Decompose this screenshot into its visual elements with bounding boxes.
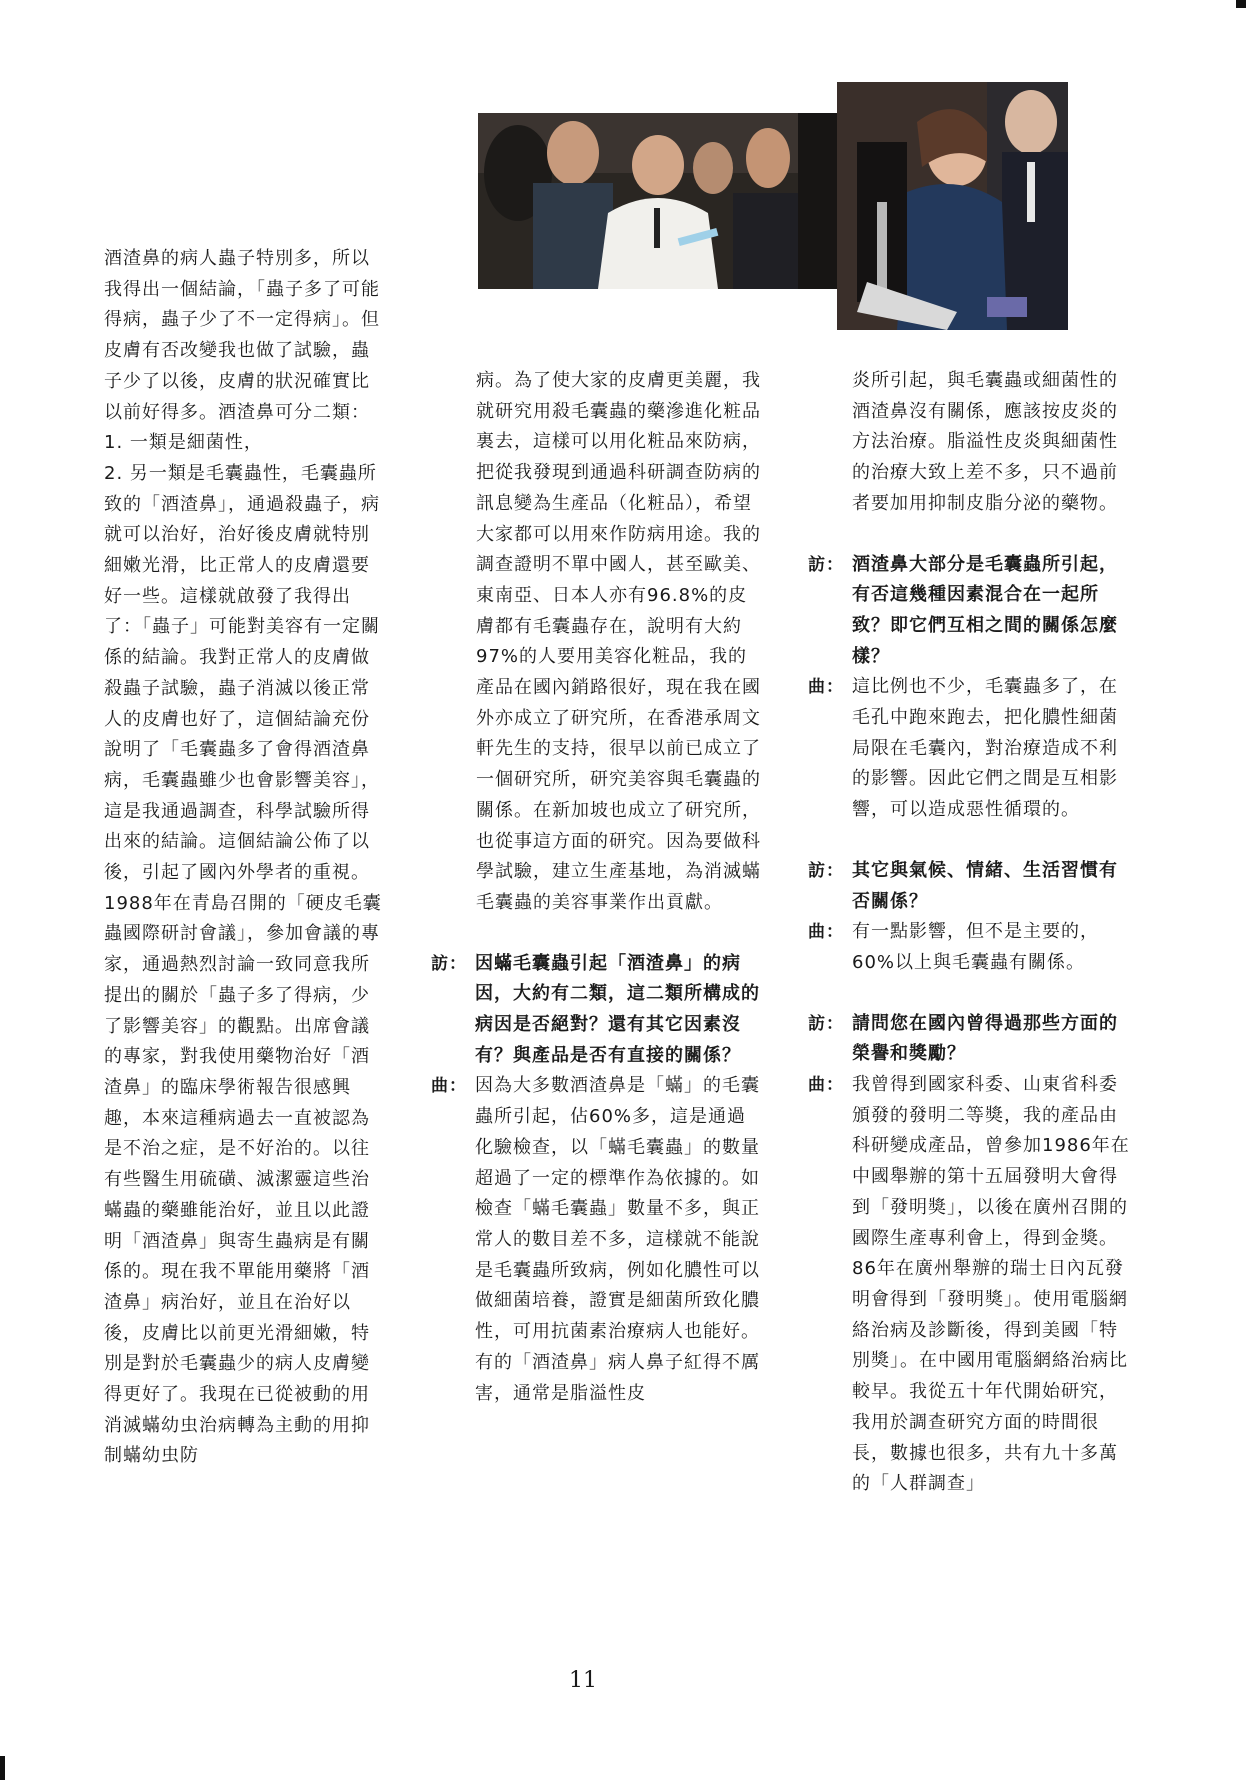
answer-block [808, 1070, 1136, 1500]
scan-edge-mark [1236, 0, 1246, 8]
question-text: 請問您在國內曾得過那些方面的榮譽和獎勵？ [852, 1012, 1118, 1065]
photo-microscope [837, 82, 1068, 330]
page-number: 11 [569, 1668, 597, 1693]
list-item: 1. 一類是細菌性， [104, 432, 263, 454]
answerer-mark: 曲： [808, 922, 844, 943]
answerer-mark: 曲： [808, 1075, 844, 1096]
question-text: 酒渣鼻大部分是毛囊蟲所引起，有否這幾種因素混合在一起所致？即它們互相之間的關係怎麼樣？ [852, 553, 1118, 667]
column-1 [104, 244, 382, 1472]
interviewer-mark: 訪： [808, 860, 844, 881]
interviewer-mark: 訪： [808, 554, 844, 575]
list-item: 2. 另一類是毛囊蟲性，毛囊蟲所致的「酒渣鼻」，通過殺蟲子，病就可以治好，治好後皮膚就特別細嫩光滑，比正常人的皮膚還要好一些。這樣就啟發了我得出了：「蟲子」可能對美容有一定關係的結論。我對正常人的皮膚做殺蟲子試驗，蟲子消滅以後正常人的皮膚也好了，這個結論充份說明了「毛囊蟲多了會得酒渣鼻病，毛囊蟲雖少也會影響美容」，這是我通過調查，科學試驗所得出來的結論。這個結論公佈了以後，引起了國內外學者的重視。1988年在青島召開的「硬皮毛囊蟲國際研討會議」，參加會議的專家，通過熱烈討論一致同意我所提出的關於「蟲子多了得病，少了影響美容」的觀點。出席會議的專家，對我使用藥物治好「酒渣鼻」的臨床學術報告很感興趣，本來這種病過去一直被認為是不治之症，是不好治的。以往有些醫生用硫磺、滅潔靈這些治蟎蟲的藥雖能治好，並且以此證明「酒渣鼻」與寄生蟲病是有關係的。現在我不單能用藥將「酒渣鼻」病治好，並且在治好以後，皮膚比以前更光滑細嫩，特別是對於毛囊蟲少的病人皮膚變得更好了。我現在已從被動的用消滅蟎幼虫治病轉為主動的用抑制蟎幼虫防 [104, 462, 382, 1467]
answer-block [808, 672, 1136, 826]
question-block [808, 856, 1136, 917]
column-2 [431, 366, 761, 1409]
answer-block [808, 917, 1136, 978]
question-block [808, 550, 1136, 673]
interviewer-mark: 訪： [431, 953, 467, 974]
answer-text: 我曾得到國家科委、山東省科委頒發的發明二等獎，我的產品由科研變成產品，曾參加1986年在中國舉辦的第十五屆發明大會得到「發明獎」，以後在廣州召開的國際生產專利會上，得到金獎。86年在廣州舉辦的瑞士日內瓦發明會得到「發明獎」。使用電腦網絡治病及診斷後，得到美國「特別獎」。在中國用電腦網絡治病比較早。我從五十年代開始研究，我用於調查研究方面的時間很長，數據也很多，共有九十多萬的「人群調查」 [852, 1074, 1130, 1495]
column-3 [808, 366, 1136, 1500]
answer-block [431, 1071, 761, 1409]
photo-doctor-with-group [478, 113, 837, 289]
question-block [431, 949, 761, 1072]
question-text: 因蟎毛囊蟲引起「酒渣鼻」的病因，大約有二類，這二類所構成的病因是否絕對？還有其它因素沒有？與產品是否有直接的關係？ [475, 952, 760, 1066]
answerer-mark: 曲： [808, 677, 844, 698]
paragraph: 酒渣鼻的病人蟲子特別多，所以我得出一個結論，「蟲子多了可能得病，蟲子少了不一定得病」。但皮膚有否改變我也做了試驗，蟲子少了以後，皮膚的狀況確實比以前好得多。酒渣鼻可分二類： [104, 248, 380, 423]
interviewer-mark: 訪： [808, 1013, 844, 1034]
answer-text: 有一點影響，但不是主要的，60%以上與毛囊蟲有關係。 [852, 921, 1099, 973]
scan-edge-mark [0, 1756, 5, 1780]
answerer-mark: 曲： [431, 1076, 467, 1097]
answer-text: 因為大多數酒渣鼻是「蟎」的毛囊蟲所引起，佔60%多，這是通過化驗檢查，以「蟎毛囊蟲」的數量超過了一定的標準作為依據的。如檢查「蟎毛囊蟲」數量不多，與正常人的數目差不多，這樣就不能說是毛囊蟲所致病，例如化膿性可以做細菌培養，證實是細菌所致化膿性，可用抗菌素治療病人也能好。有的「酒渣鼻」病人鼻子紅得不厲害，通常是脂溢性皮 [475, 1075, 760, 1404]
answer-text: 這比例也不少，毛囊蟲多了，在毛孔中跑來跑去，把化膿性細菌局限在毛囊內，對治療造成不利的影響。因此它們之間是互相影響，可以造成惡性循環的。 [852, 676, 1118, 821]
question-block [808, 1009, 1136, 1070]
paragraph: 炎所引起，與毛囊蟲或細菌性的酒渣鼻沒有關係，應該按皮炎的方法治療。脂溢性皮炎與細菌性的治療大致上差不多，只不過前者要加用抑制皮脂分泌的藥物。 [852, 370, 1118, 514]
paragraph: 病。為了使大家的皮膚更美麗，我就研究用殺毛囊蟲的藥滲進化粧品裏去，這樣可以用化粧品來防病，把從我發現到通過科研調查防病的訊息變為生產品（化粧品），希望大家都可以用來作防病用途。我的調查證明不單中國人，甚至歐美、東南亞、日本人亦有96.8%的皮膚都有毛囊蟲存在，說明有大約97%的人要用美容化粧品，我的產品在國內銷路很好，現在我在國外亦成立了研究所，在香港承周文軒先生的支持，很早以前已成立了一個研究所，研究美容與毛囊蟲的關係。在新加坡也成立了研究所，也從事這方面的研究。因為要做科學試驗，建立生產基地，為消滅蟎毛囊蟲的美容事業作出貢獻。 [476, 370, 761, 913]
question-text: 其它與氣候、情緒、生活習慣有否關係？ [852, 859, 1118, 912]
